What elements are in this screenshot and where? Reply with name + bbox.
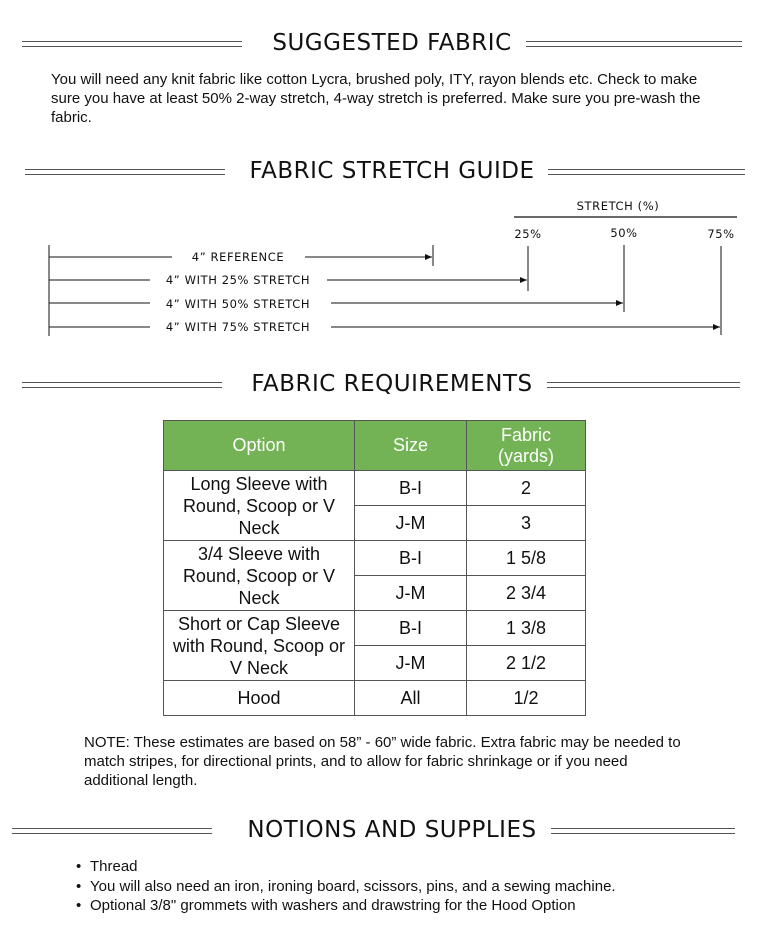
table-row — [164, 471, 586, 506]
size-cell: B-I — [355, 471, 467, 506]
fabric-requirements-table — [163, 420, 586, 716]
table-row — [164, 611, 586, 646]
size-cell: All — [355, 681, 467, 716]
suggested-fabric-text: You will need any knit fabric like cotton Lycra, brushed poly, ITY, rayon blends etc. Check to make sure you have at least 50% 2-way stretch, 4-way stretch is preferred. Make sure you pre-wash the fabric. — [51, 71, 701, 126]
size-cell: J-M — [355, 646, 467, 681]
list-item: • Thread — [76, 857, 616, 877]
stretch-guide-svg — [0, 190, 784, 340]
suggested-fabric-title: SUGGESTED FABRIC — [258, 30, 525, 56]
size-cell: J-M — [355, 576, 467, 611]
header-fabric — [467, 421, 586, 471]
tick-label-25: 25% — [514, 227, 542, 241]
requirements-heading — [0, 369, 784, 399]
notions-list — [76, 857, 616, 916]
size-cell: B-I — [355, 611, 467, 646]
yards-cell: 1/2 — [467, 681, 586, 716]
row-2-label: 4” WITH 50% STRETCH — [165, 297, 311, 311]
row-3-label: 4” WITH 75% STRETCH — [165, 320, 311, 334]
tick-label-75: 75% — [707, 227, 735, 241]
size-cell: J-M — [355, 506, 467, 541]
yards-cell: 2 3/4 — [467, 576, 586, 611]
suggested-fabric-heading — [0, 28, 784, 58]
header-size: Size — [355, 421, 467, 471]
yards-cell: 1 5/8 — [467, 541, 586, 576]
option-cell: Long Sleeve with Round, Scoop or V Neck — [164, 471, 355, 541]
header-option: Option — [164, 421, 355, 471]
header-fabric-label: Fabric (yards) — [497, 424, 554, 466]
stretch-guide-diagram — [0, 190, 784, 340]
tick-label-50: 50% — [610, 226, 638, 240]
yards-cell: 2 1/2 — [467, 646, 586, 681]
stretch-header-label: STRETCH (%) — [576, 199, 660, 213]
table-row — [164, 681, 586, 716]
yards-cell: 3 — [467, 506, 586, 541]
table-header-row — [164, 421, 586, 471]
list-item: • You will also need an iron, ironing board, scissors, pins, and a sewing machine. — [76, 877, 616, 897]
yards-cell: 1 3/8 — [467, 611, 586, 646]
notions-heading — [0, 815, 784, 845]
notions-title: NOTIONS AND SUPPLIES — [233, 817, 550, 843]
yards-cell: 2 — [467, 471, 586, 506]
option-cell: 3/4 Sleeve with Round, Scoop or V Neck — [164, 541, 355, 611]
requirements-note: NOTE: These estimates are based on 58” - 60” wide fabric. Extra fabric may be needed to match stripes, for directional prints, and to allow for fabric shrinkage or if you need additional length. — [84, 734, 681, 789]
stretch-guide-title: FABRIC STRETCH GUIDE — [236, 158, 549, 184]
stretch-guide-heading — [0, 156, 784, 186]
list-item: • Optional 3/8" grommets with washers and drawstring for the Hood Option — [76, 896, 616, 916]
option-cell: Hood — [164, 681, 355, 716]
table-row — [164, 541, 586, 576]
requirements-title: FABRIC REQUIREMENTS — [237, 371, 546, 397]
row-1-label: 4” WITH 25% STRETCH — [165, 273, 311, 287]
row-0-label: 4” REFERENCE — [191, 250, 285, 264]
size-cell: B-I — [355, 541, 467, 576]
option-cell: Short or Cap Sleeve with Round, Scoop or V Neck — [164, 611, 355, 681]
